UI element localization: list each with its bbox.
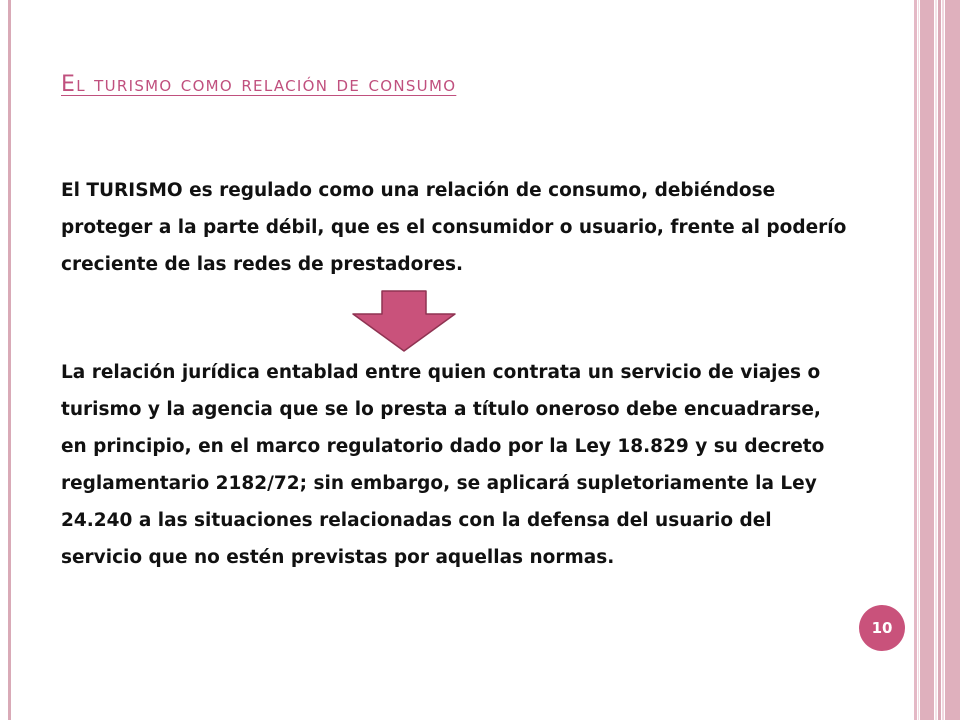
slide-title: El turismo como relación de consumo xyxy=(61,72,457,97)
paragraph-legal: La relación jurídica entablad entre quien contrata un servicio de viajes o turismo y la agencia que se lo presta a título oneroso debe encuadrarse, en principio, en el marco regulatorio dado por la Ley 18.829 y su decreto reglamentario 2182/72; sin embargo, se aplicará supletoriamente la Ley 24.240 a las situaciones relacionadas con la defensa del usuario del servicio que no estén previstas por aquellas normas. xyxy=(61,362,825,568)
paragraph-intro: El TURISMO es regulado como una relación de consumo, debiéndose proteger a la parte débil, que es el consumidor o usuario, frente al poderío creciente de las redes de prestadores. xyxy=(61,180,847,275)
stripe xyxy=(945,0,960,720)
stripe xyxy=(914,0,917,720)
stripe xyxy=(942,0,944,720)
decorative-stripes xyxy=(914,0,960,720)
stripe xyxy=(920,0,934,720)
stripe xyxy=(918,0,919,720)
slide-left-border xyxy=(8,0,11,720)
down-arrow-icon xyxy=(352,290,456,352)
stripe xyxy=(935,0,937,720)
stripe xyxy=(938,0,941,720)
page-number-badge: 10 xyxy=(859,605,905,651)
